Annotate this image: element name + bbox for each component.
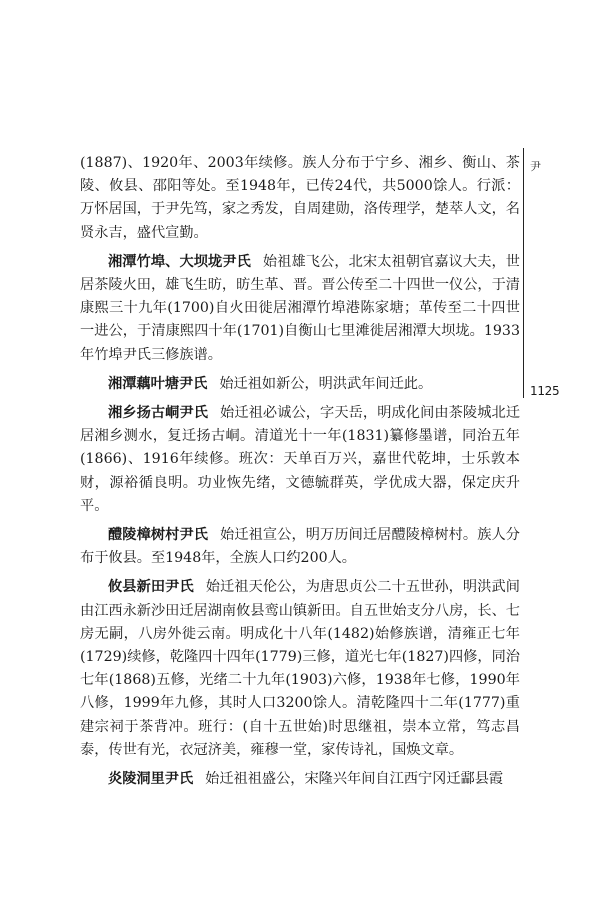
clan-heading: 湘乡扬古峒尹氏 [108, 405, 209, 422]
clan-entry-zhangshucun [80, 524, 520, 570]
paragraph-text: (1887)、1920年、2003年续修。族人分布于宁乡、湘乡、衡山、茶陵、攸县、邵阳等处。至1948年，已传24代，共5000馀人。行派：万怀居国，于尹先笃，家之秀发，自周建勋，洛传理学，楚萃人文，名贤永吉，盛代宣勤。 [80, 155, 520, 241]
clan-heading: 湘潭竹埠、大坝垅尹氏 [108, 253, 251, 270]
paragraph-continued [80, 152, 520, 245]
clan-text: 始迁祖祖盛公，宋隆兴年间自江西宁冈迁酃县霞 [205, 771, 504, 788]
clan-text: 始迁祖宣公，明万历间迁居醴陵樟树村。族人分布于攸县。至1948年，全族人口约200人。 [80, 527, 520, 567]
clan-heading: 醴陵樟树村尹氏 [108, 527, 209, 544]
clan-entry-zhubu [80, 251, 520, 367]
clan-heading: 炎陵洞里尹氏 [108, 771, 194, 788]
page-body [80, 152, 520, 797]
clan-text: 始迁祖天伦公，为唐思贞公二十五世孙，明洪武间由江西永新沙田迁居湖南攸县鸾山镇新田。自五世始支分八房，长、七房无嗣，八房外徙云南。明成化十八年(1482)始修族谱，清雍正七年(1729)续修，乾隆四十四年(1779)三修，道光七年(1827)四修，同治七年(1868)五修，光绪二十九年(1903)六修，1938年七修，1990年八修，1999年九修，其时人口3200馀人。清乾隆四十二年(1777)重建宗祠于茶背冲。班行：(自十五世始)时思继祖，崇本立常，笃志昌泰，传世有光，衣冠济美，雍穆一堂，家传诗礼，国焕文章。 [80, 579, 520, 758]
clan-heading: 湘潭藕叶塘尹氏 [108, 375, 208, 392]
running-head: 尹 [530, 160, 541, 173]
clan-entry-dongli [80, 768, 520, 791]
clan-entry-yanggudong [80, 402, 520, 518]
clan-entry-xintian [80, 576, 520, 762]
margin-rule [523, 148, 524, 398]
clan-text: 始祖雄飞公，北宋太祖朝官嘉议大夫，世居茶陵火田，雄飞生昉，昉生革、晋。晋公传至二十四世一仪公，于清康熙三十九年(1700)自火田徙居湘潭竹埠港陈家塘；革传至二十四世一进公，于清康熙四十年(1701)自衡山七里滩徙居湘潭大坝垅。1933年竹埠尹氏三修族谱。 [80, 253, 520, 363]
clan-text: 始迁祖必诚公，字天岳，明成化间由茶陵城北迁居湘乡测水，复迁扬古峒。清道光十一年(1831)纂修墨谱，同治五年(1866)、1916年续修。班次：天单百万兴，嘉世代乾坤，士乐敦本财，源裕循良明。功业恢先绪，文德毓群英，学优成大器，保定庆升平。 [80, 405, 520, 514]
page-number: 1125 [530, 384, 560, 398]
clan-entry-ouyetang [80, 373, 520, 396]
clan-heading: 攸县新田尹氏 [108, 579, 194, 596]
clan-text: 始迁祖如新公，明洪武年间迁此。 [219, 375, 433, 392]
